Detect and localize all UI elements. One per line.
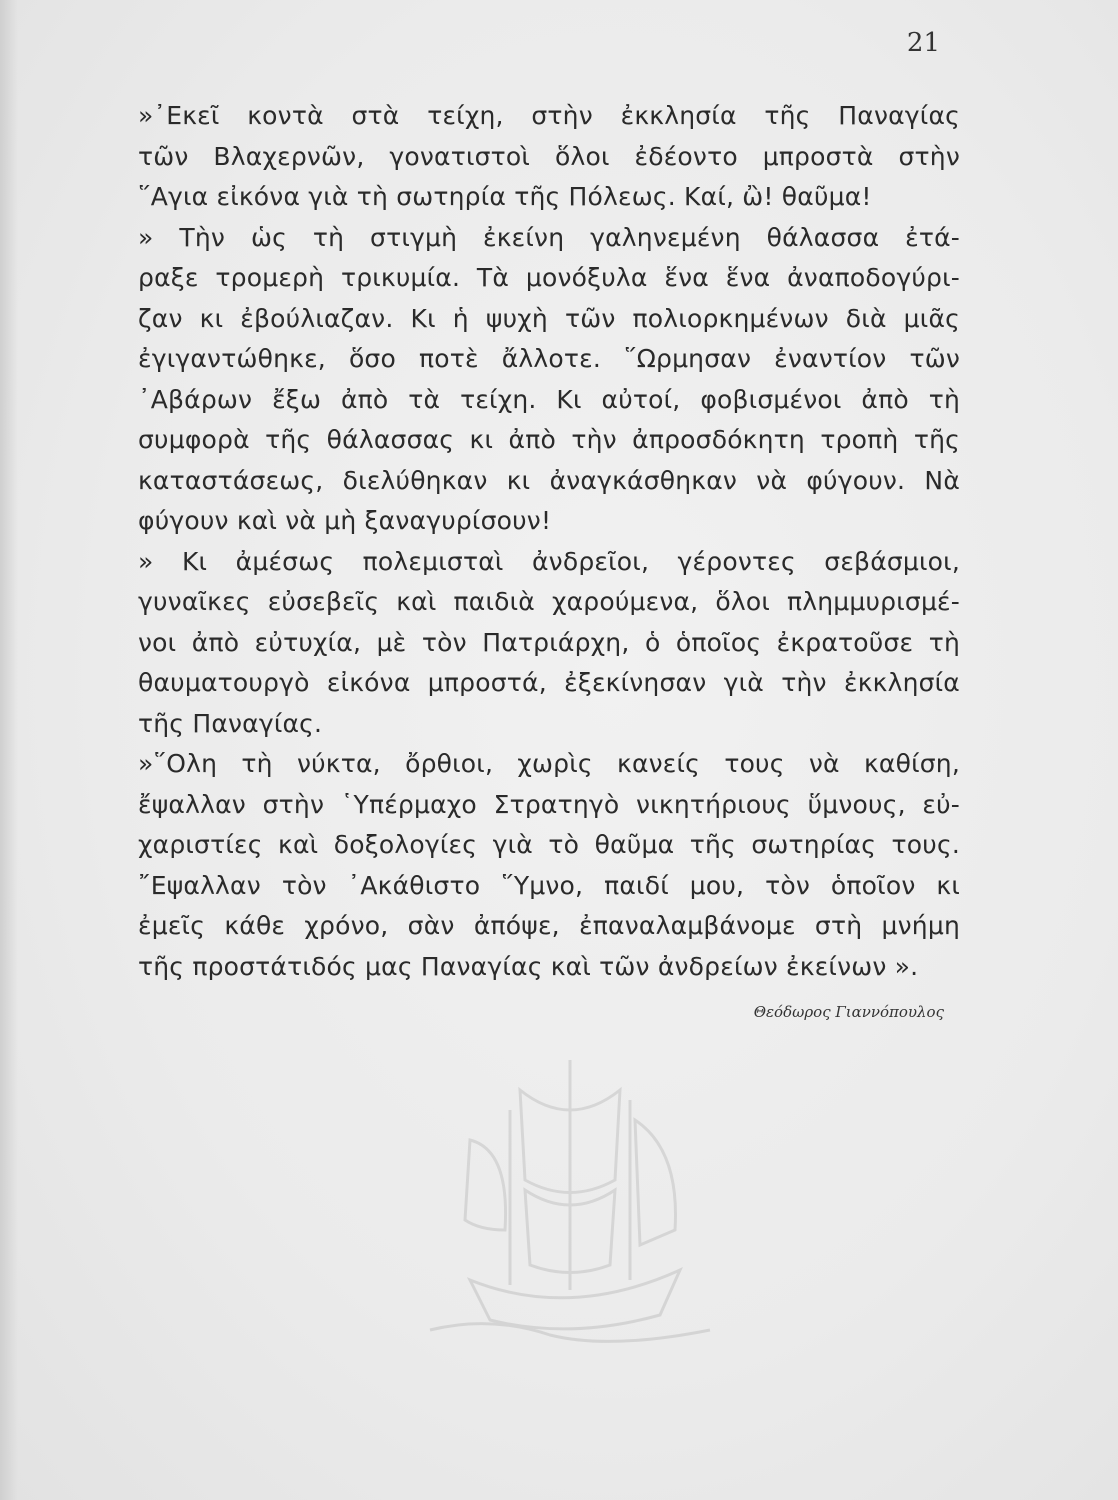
text-line: ῞Αγια εἰκόνα γιὰ τὴ σωτηρία τῆς Πόλεως. Καί, ὢ! θαῦμα! bbox=[138, 182, 872, 211]
text-line: ᾿Αβάρων ἔξω ἀπὸ τὰ τείχη. Κι αὐτοί, φοβισμένοι ἀπὸ τὴ bbox=[138, 384, 960, 414]
text-line: ἐγιγαντώθηκε, ὅσο ποτὲ ἄλλοτε. ῞Ωρμησαν ἐναντίον τῶν bbox=[138, 344, 960, 373]
text-line: τῆς Παναγίας. bbox=[138, 708, 323, 738]
text-line: ἔψαλλαν στὴν ῾Υπέρμαχο Στρατηγὸ νικητήριους ὕμνους, εὐ- bbox=[138, 789, 960, 819]
text-line: θαυματουργὸ εἰκόνα μπροστά, ἐξεκίνησαν γιὰ τὴν ἐκκλησία bbox=[138, 668, 960, 697]
sailing-ship-icon bbox=[410, 1030, 730, 1360]
text-line: συμφορὰ τῆς θάλασσας κι ἀπὸ τὴν ἀπροσδόκητη τροπὴ τῆς bbox=[138, 425, 960, 454]
text-line: καταστάσεως, διελύθηκαν κι ἀναγκάσθηκαν νὰ φύγουν. Νὰ bbox=[138, 465, 960, 495]
text-line: τῶν Βλαχερνῶν, γονατιστοὶ ὅλοι ἐδέοντο μπροστὰ στὴν bbox=[138, 141, 960, 171]
text-line: » Τὴν ὡς τὴ στιγμὴ ἐκείνη γαληνεμένη θάλασσα ἐτά- bbox=[138, 222, 960, 252]
author-signature: Θεόδωρος Γιαννόπουλος bbox=[753, 1003, 944, 1021]
text-line: νοι ἀπὸ εὐτυχία, μὲ τὸν Πατριάρχη, ὁ ὁποῖος ἐκρατοῦσε τὴ bbox=[138, 627, 960, 657]
text-line: ζαν κι ἐβούλιαζαν. Κι ἡ ψυχὴ τῶν πολιορκημένων διὰ μιᾶς bbox=[138, 303, 960, 333]
text-line: ραξε τρομερὴ τρικυμία. Τὰ μονόξυλα ἕνα ἕνα ἀναποδογύρι- bbox=[138, 263, 960, 292]
text-line: χαριστίες καὶ δοξολογίες γιὰ τὸ θαῦμα τῆς σωτηρίας τους. bbox=[138, 830, 960, 859]
text-line: ἐμεῖς κάθε χρόνο, σὰν ἀπόψε, ἐπαναλαμβάνομε στὴ μνήμη bbox=[138, 911, 960, 940]
spine-shadow bbox=[0, 0, 18, 1500]
text-line: » Κι ἀμέσως πολεμισταὶ ἀνδρεῖοι, γέροντες σεβάσμιοι, bbox=[138, 546, 960, 576]
text-line: γυναῖκες εὐσεβεῖς καὶ παιδιὰ χαρούμενα, ὅλοι πλημμυρισμέ- bbox=[138, 587, 960, 616]
text-line: τῆς προστάτιδός μας Παναγίας καὶ τῶν ἀνδρείων ἐκείνων ». bbox=[138, 951, 919, 981]
body-text bbox=[138, 96, 960, 987]
text-line: »῞Ολη τὴ νύκτα, ὄρθιοι, χωρὶς κανείς τους νὰ καθίση, bbox=[138, 749, 960, 778]
text-line: »᾿Εκεῖ κοντὰ στὰ τείχη, στὴν ἐκκλησία τῆς Παναγίας bbox=[138, 101, 960, 130]
text-line: φύγουν καὶ νὰ μὴ ξαναγυρίσουν! bbox=[138, 506, 552, 535]
text-line: ῎Εψαλλαν τὸν ᾿Ακάθιστο ῞Υμνο, παιδί μου, τὸν ὁποῖον κι bbox=[138, 870, 960, 900]
page-number: 21 bbox=[906, 28, 940, 58]
